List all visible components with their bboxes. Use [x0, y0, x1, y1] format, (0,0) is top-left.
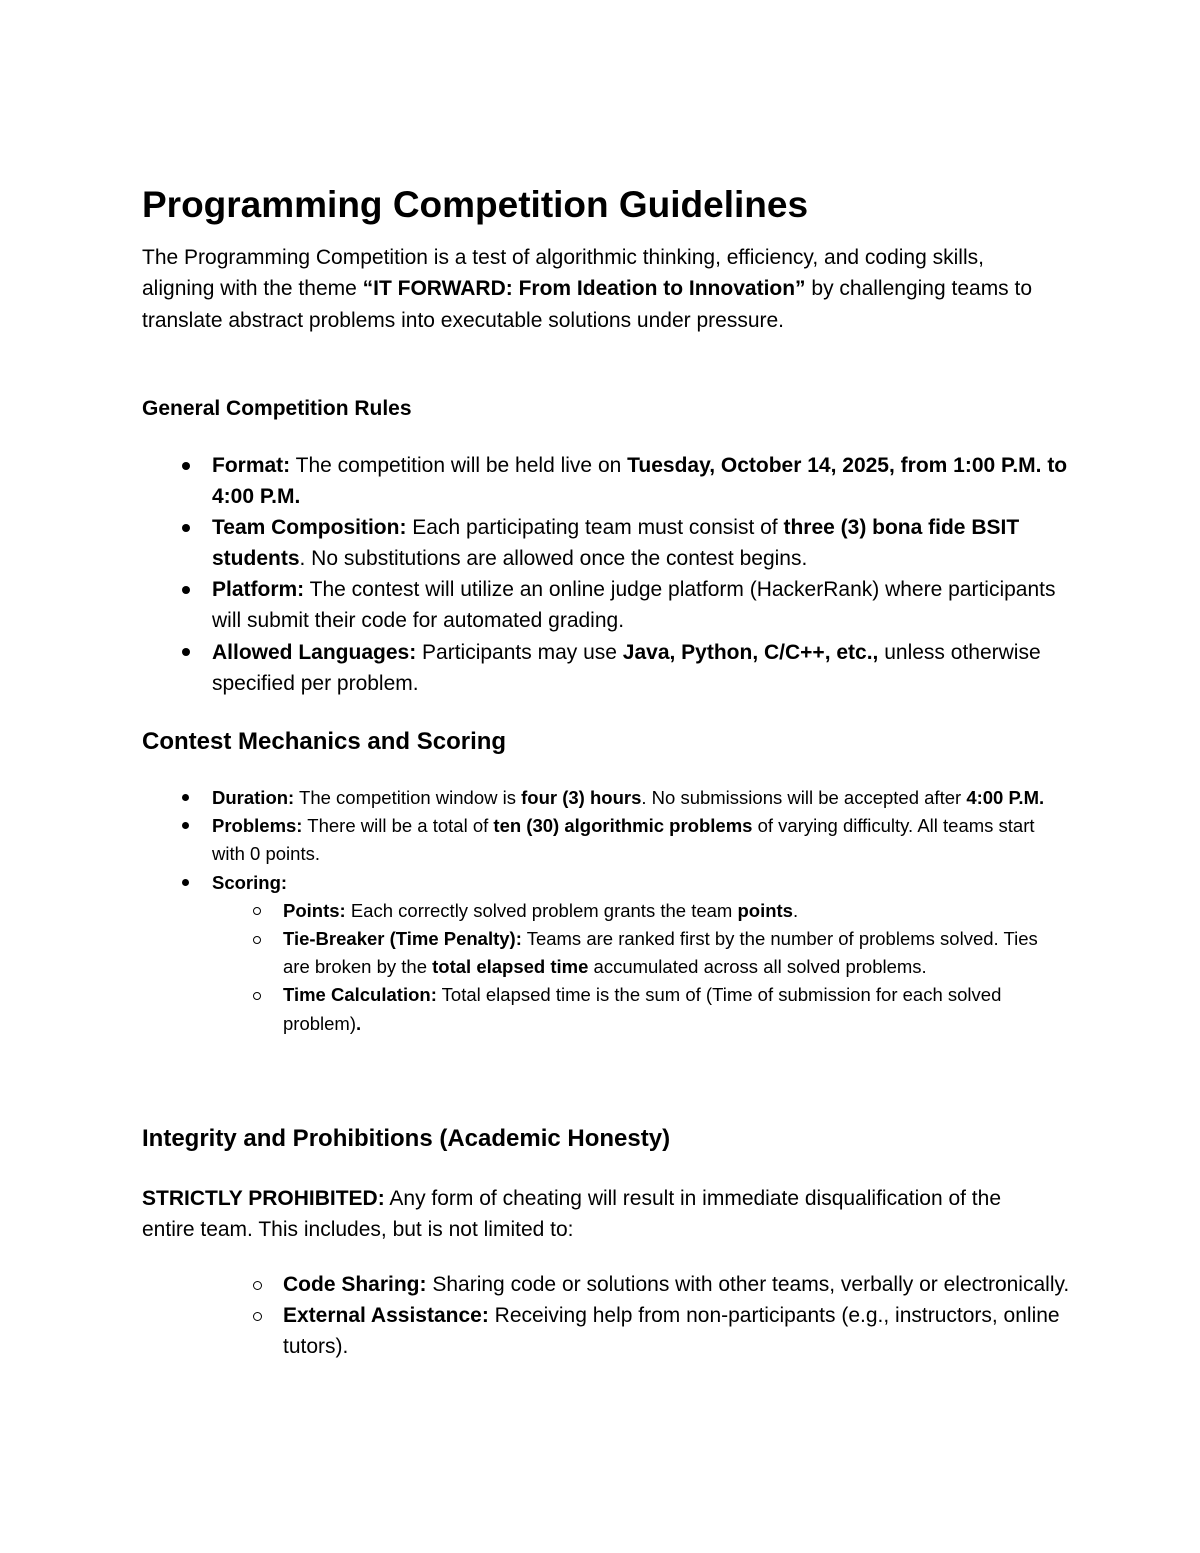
tie-breaker-text: Teams are ranked first by the number of problems solved. Ties are broken by the: [283, 928, 1038, 978]
duration-end-time: 4:00 P.M.: [966, 787, 1045, 808]
intro-text-before: The Programming Competition is a test of algorithmic thinking, efficiency, and coding skills, aligning with the theme: [142, 246, 984, 301]
list-item-scoring: [212, 869, 1072, 1038]
list-item-allowed-languages: [212, 637, 1072, 699]
languages-label: Allowed Languages:: [212, 640, 417, 664]
tie-breaker-label: Tie-Breaker (Time Penalty):: [283, 928, 522, 950]
list-item-duration: [212, 784, 1072, 812]
languages-text-2: unless otherwise specified per problem.: [212, 640, 1041, 695]
circle-bullet-icon: [253, 907, 261, 915]
platform-text: The contest will utilize an online judge platform (HackerRank) where participants will submit their code for automated grading.: [212, 578, 1056, 633]
circle-bullet-icon: [253, 936, 261, 944]
duration-text-2: . No submissions will be accepted after: [641, 787, 967, 808]
general-rules-list: [212, 450, 1072, 699]
problems-bold: ten (30) algorithmic problems: [493, 815, 753, 837]
points-text: Each correctly solved problem grants the team: [345, 899, 738, 921]
list-item-time-calculation: [283, 981, 1063, 1037]
team-composition-text: Each participating team must consist of: [406, 516, 784, 540]
format-date: Tuesday, October 14, 2025, from 1:00 P.M. to 4:00 P.M.: [212, 454, 1068, 509]
languages-bold: Java, Python, C/C++, etc.,: [622, 640, 879, 664]
tie-breaker-bold: total elapsed time: [432, 956, 589, 978]
code-sharing-text: Sharing code or solutions with other teams, verbally or electronically.: [426, 1273, 1070, 1296]
intro-text-after: by challenging teams to translate abstract problems into executable solutions under pressure.: [142, 277, 1033, 332]
points-label: Points:: [283, 899, 346, 921]
code-sharing-label: Code Sharing:: [283, 1273, 427, 1296]
time-calc-label: Time Calculation:: [283, 984, 437, 1006]
time-calc-text: Total elapsed time is the sum of (Time of submission for each solved problem): [283, 984, 1002, 1034]
general-rules-heading: General Competition Rules: [142, 397, 412, 420]
problems-text: There will be a total of: [302, 815, 494, 837]
duration-label: Duration:: [212, 787, 295, 808]
languages-text: Participants may use: [416, 640, 623, 664]
integrity-heading: Integrity and Prohibitions (Academic Honesty): [142, 1125, 671, 1152]
duration-text: The competition window is: [294, 787, 522, 808]
bullet-icon: [182, 524, 190, 532]
prohibited-paragraph: [142, 1183, 1052, 1246]
team-composition-label: Team Composition:: [212, 516, 407, 540]
list-item-external-assistance: [283, 1300, 1073, 1362]
intro-paragraph: [142, 242, 1042, 336]
external-assistance-label: External Assistance:: [283, 1304, 489, 1327]
circle-bullet-icon: [253, 1312, 262, 1321]
list-item-format: [212, 450, 1072, 512]
prohibitions-list: [283, 1269, 1073, 1362]
points-bold: points: [737, 899, 793, 921]
problems-text-2: of varying difficulty. All teams start with 0 points.: [212, 815, 1035, 865]
external-assistance-text: Receiving help from non-participants (e.g., instructors, online tutors).: [283, 1304, 1060, 1358]
scoring-sublist: [283, 897, 1063, 1038]
list-item-platform: [212, 574, 1072, 636]
problems-label: Problems:: [212, 815, 303, 837]
prohibited-label: STRICTLY PROHIBITED:: [142, 1187, 385, 1210]
points-text-2: .: [792, 899, 799, 921]
list-item-team-composition: [212, 512, 1072, 574]
bullet-icon: [182, 879, 189, 886]
format-label: Format:: [212, 454, 291, 477]
mechanics-list: [212, 784, 1072, 1038]
team-composition-text-2: . No substitutions are allowed once the contest begins.: [299, 547, 808, 571]
platform-label: Platform:: [212, 578, 305, 602]
mechanics-heading: Contest Mechanics and Scoring: [142, 728, 507, 755]
time-calc-period: .: [356, 1012, 362, 1034]
team-composition-bold: three (3) bona fide BSIT students: [212, 516, 1020, 571]
bullet-icon: [182, 822, 189, 829]
tie-breaker-text-2: accumulated across all solved problems.: [588, 956, 927, 978]
circle-bullet-icon: [253, 1281, 262, 1290]
bullet-icon: [182, 586, 190, 594]
bullet-icon: [182, 648, 190, 656]
prohibited-text: Any form of cheating will result in immediate disqualification of the entire team. This includes, but is not limited to:: [142, 1187, 1002, 1242]
list-item-code-sharing: [283, 1269, 1073, 1300]
page-title: Programming Competition Guidelines: [142, 184, 809, 225]
list-item-tie-breaker: [283, 925, 1063, 981]
list-item-problems: [212, 812, 1072, 868]
intro-theme: “IT FORWARD: From Ideation to Innovation”: [362, 277, 806, 301]
list-item-points: [283, 897, 1063, 925]
circle-bullet-icon: [253, 992, 261, 1000]
scoring-label: Scoring:: [212, 871, 288, 893]
bullet-icon: [182, 794, 189, 801]
format-text: The competition will be held live on: [290, 454, 628, 477]
bullet-icon: [182, 462, 190, 470]
duration-bold: four (3) hours: [521, 787, 642, 808]
